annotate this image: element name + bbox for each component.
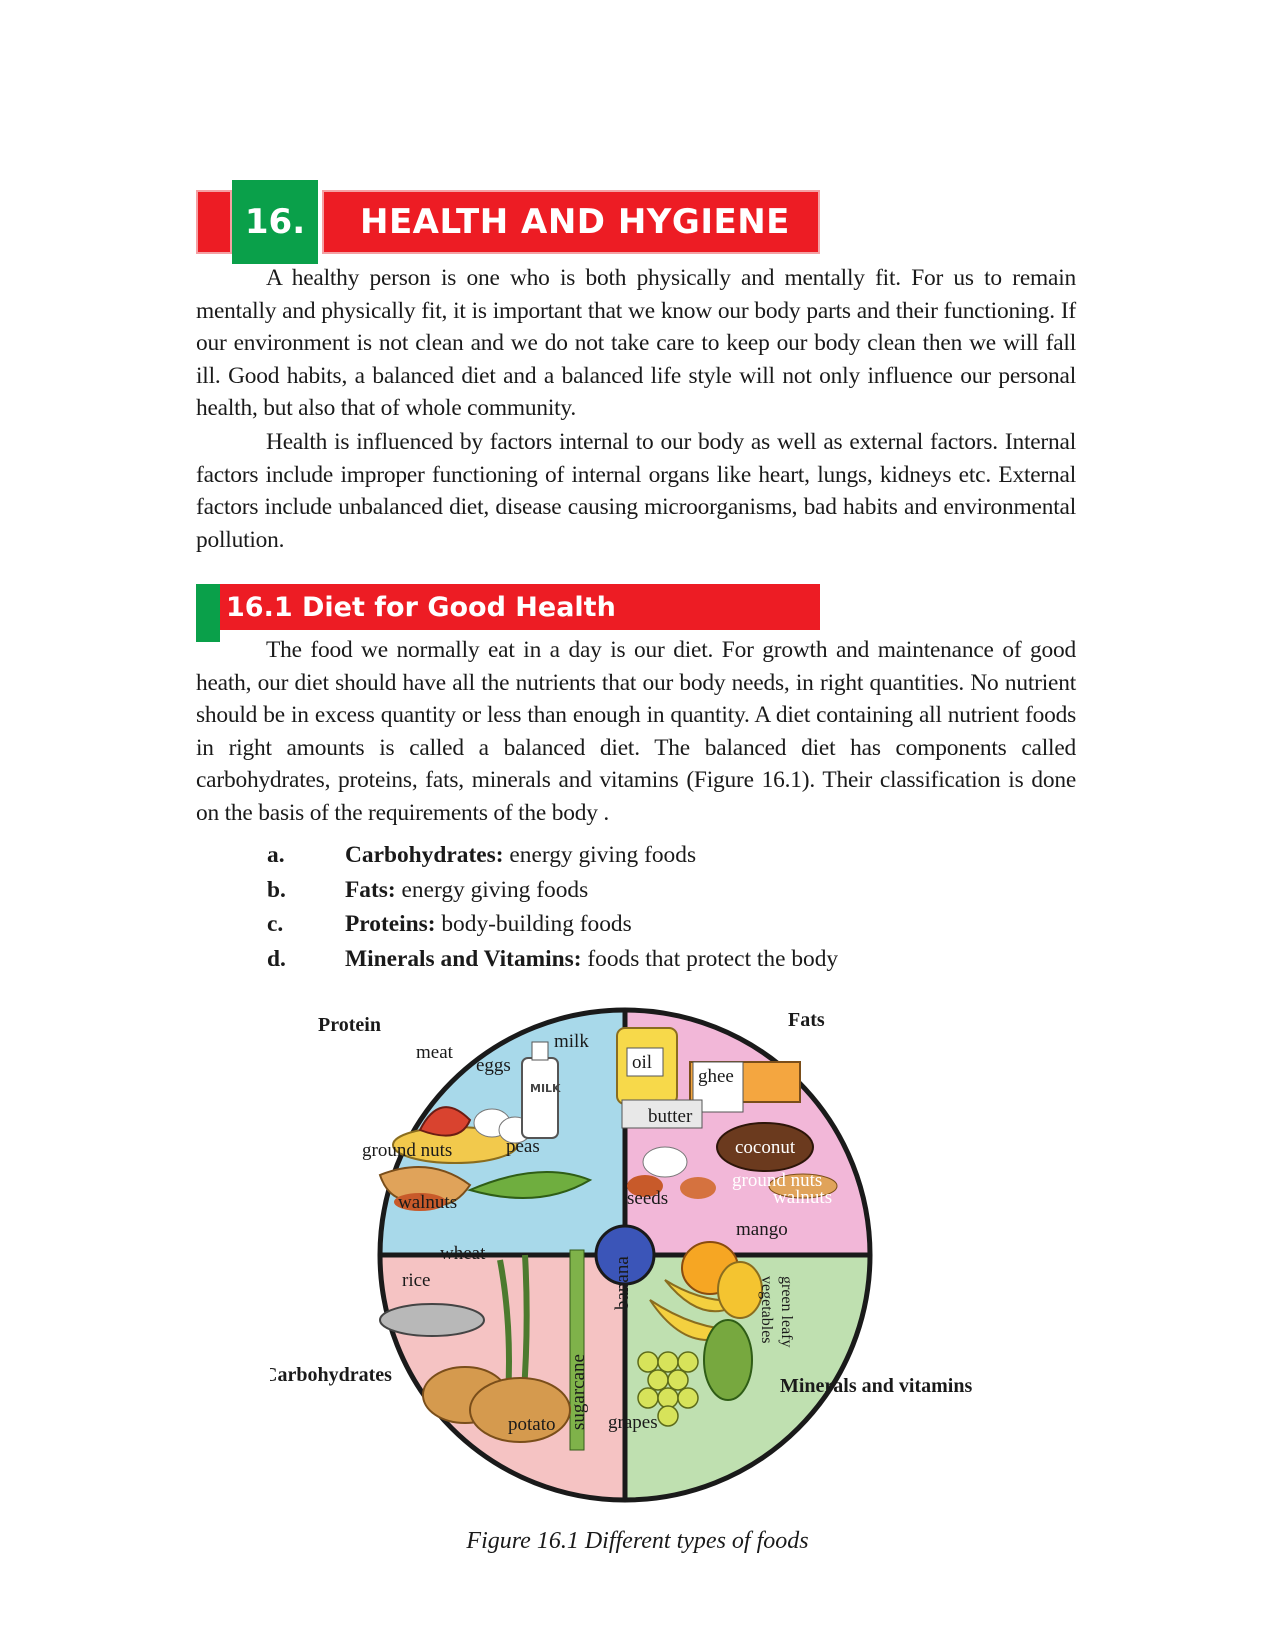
walnuts-label: walnuts [398,1192,458,1213]
list-item-text [345,942,838,976]
seeds-label: seeds [627,1188,669,1209]
vegetables-label: vegetables [758,1276,775,1344]
minerals-label: Minerals and vitamins [780,1375,973,1397]
list-item-letter: c. [267,911,284,937]
list-item [267,873,967,908]
green-leafy-label: green leafy [778,1276,795,1348]
fats-label: Fats [788,1009,825,1031]
list-item-text [345,838,696,872]
chapter-heading [196,188,820,256]
sugarcane-label: sugarcane [568,1354,589,1430]
milk-bottle-icon [522,1058,558,1138]
food-wheel-figure [270,990,1060,1530]
list-item-term: Minerals and Vitamins: [345,945,582,972]
walnuts-fats-label: walnuts [773,1187,833,1208]
groundnuts-fats-label: ground nuts [732,1170,823,1191]
chapter-number: 16. [232,180,318,264]
food-wheel-illustration [270,990,1060,1530]
list-item-desc: body-building foods [435,911,632,937]
figure-caption: Figure 16.1 Different types of foods [466,1528,809,1554]
list-item-letter: a. [267,842,285,868]
protein-label: Protein [318,1014,381,1036]
leafy-vegetable-icon [704,1320,752,1400]
intro-paragraph-1 [196,262,1076,425]
list-item-term: Fats: [345,876,396,903]
rice-plate-icon [380,1304,484,1336]
list-item-term: Carbohydrates: [345,842,504,868]
mango-icon [718,1262,762,1318]
mango-label: mango [736,1219,788,1240]
meat-label: meat [416,1042,453,1063]
banana-label: banana [612,1256,633,1310]
chapter-title: HEALTH AND HYGIENE [322,190,820,254]
list-item-letter: b. [267,876,286,903]
list-item-desc: foods that protect the body [581,945,839,972]
list-item-letter: d. [267,945,286,972]
seed-icon [643,1147,687,1177]
list-item-text [345,873,588,907]
section-paragraph [196,634,1076,830]
milk-label: milk [554,1031,589,1052]
ghee-label: ghee [698,1066,734,1087]
wheat-label: wheat [440,1243,486,1264]
list-item-text [345,907,632,941]
list-item-desc: energy giving foods [395,876,589,903]
list-item [267,838,967,873]
list-item [267,942,967,977]
milk-bottle-text: MILK [530,1082,561,1095]
intro-paragraph-2 [196,426,1076,556]
carbohydrates-label: Carbohydrates [270,1364,392,1386]
coconut-label: coconut [735,1137,796,1158]
groundnuts-label: ground nuts [362,1140,453,1161]
seed-icon [680,1177,716,1199]
oil-label-text: oil [632,1052,653,1073]
list-item-term: Proteins: [345,911,436,937]
milk-bottle-neck [532,1042,548,1060]
intro-paragraph-2-text: Health is influenced by factors internal to our body as well as external factors. Internal factors include improper functioning of internal organs like heart, lungs, kidneys etc. External factors include unbalanced diet, disease causing microorganisms, bad habits and environmental pollution. [196,429,1076,553]
heading-accent-bar [196,190,232,254]
rice-label: rice [402,1270,431,1291]
intro-paragraph-1-text: A healthy person is one who is both physically and mentally fit. For us to remain mentally and physically fit, it is important that we know our body parts and their functioning. If our environment is not clean and we do not take care to keep our body clean then we will fall ill. Good habits, a balanced diet and a balanced life style will not only influence our personal health, but also that of whole community. [196,265,1076,422]
butter-label: butter [648,1106,693,1127]
list-item-desc: energy giving foods [503,842,697,868]
eggs-label: eggs [476,1055,511,1076]
nutrient-list [267,838,967,976]
section-paragraph-text: The food we normally eat in a day is our diet. For growth and maintenance of good heath, our diet should have all the nutrients that our body needs, in right quantities. No nutrient should be in excess quantity or less than enough in quantity. A diet containing all nutrient foods in right amounts is called a balanced diet. The balanced diet has components called carbohydrates, proteins, fats, minerals and vitamins (Figure 16.1). Their classification is done on the basis of the requirements of the body . [196,637,1076,826]
grapes-label: grapes [608,1412,658,1433]
list-item [267,907,967,942]
potato-label: potato [508,1414,556,1435]
peas-label: peas [506,1136,540,1157]
section-title: 16.1 Diet for Good Health [220,584,820,630]
